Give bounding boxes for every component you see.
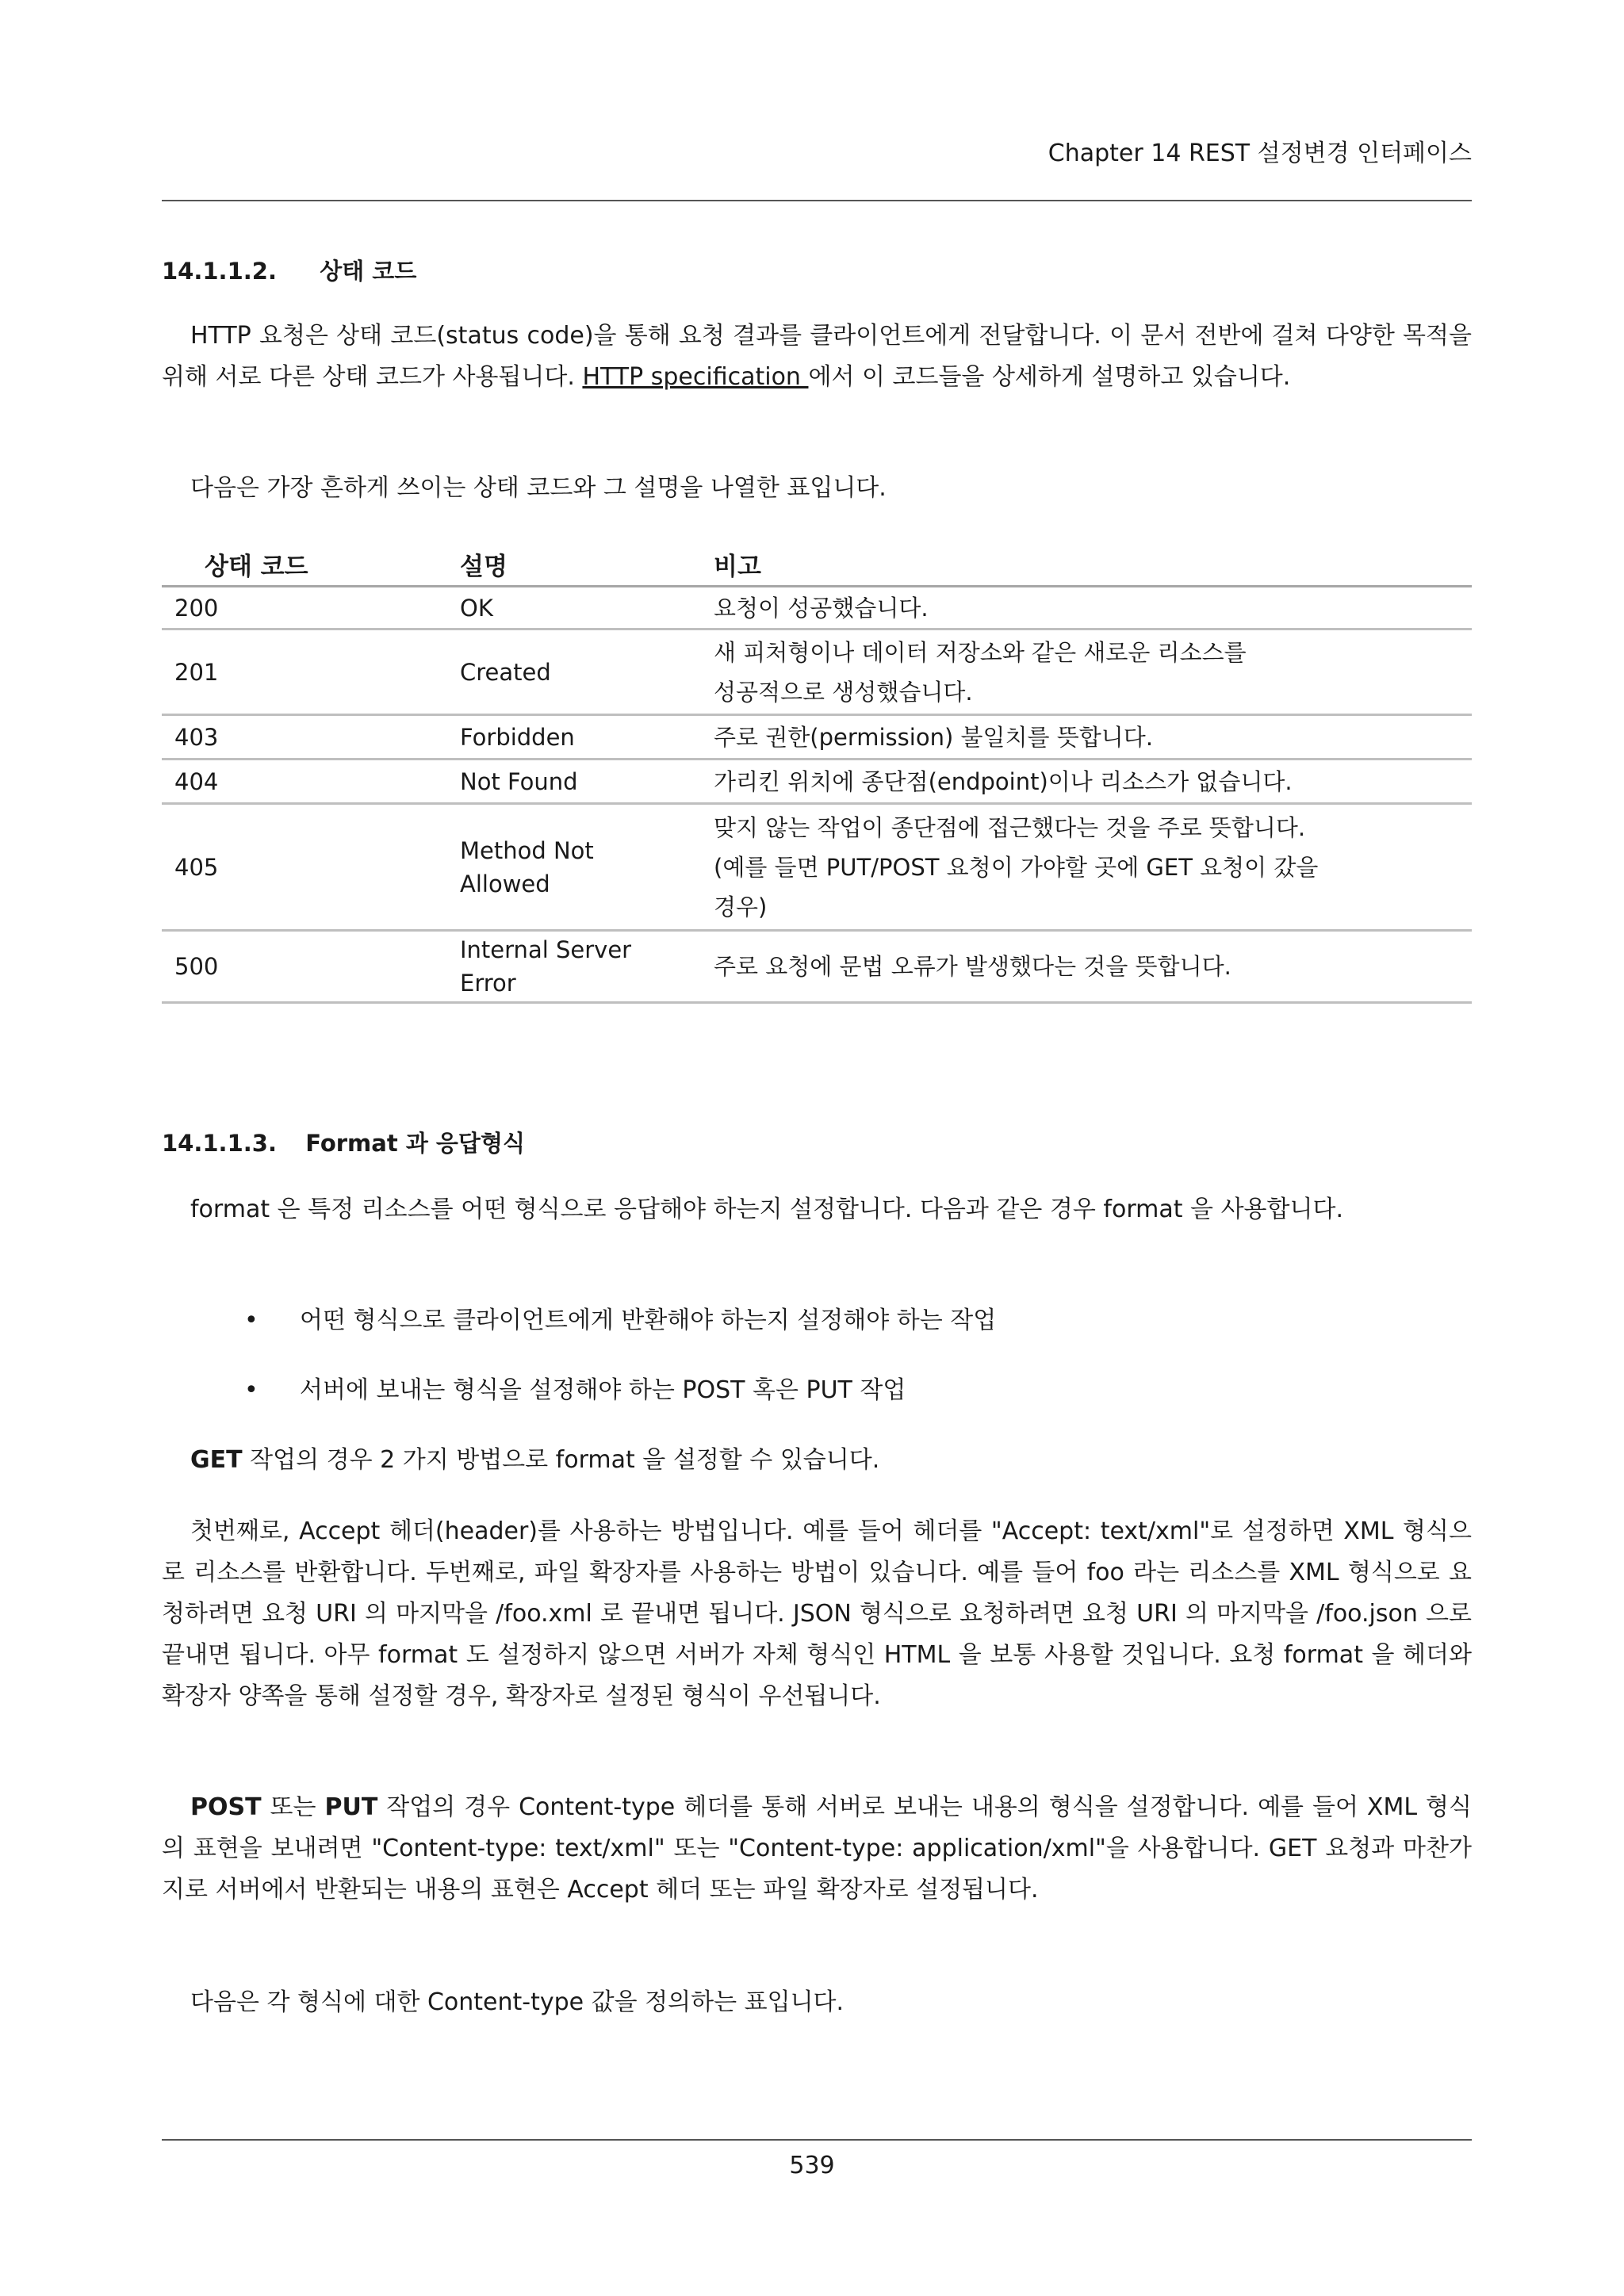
column-header-description: 설명 [460, 542, 714, 587]
status-code-cell: 201 [162, 629, 460, 715]
status-note-cell: 맞지 않는 작업이 종단점에 접근했다는 것을 주로 뜻합니다. (예를 들면 PUT/POST 요청이 가야할 곳에 GET 요청이 갔을 경우) [714, 804, 1472, 931]
status-table-intro-text: 다음은 가장 흔하게 쓰이는 상태 코드와 그 설명을 나열한 표입니다. [190, 474, 887, 502]
list-item-text: 서버에 보내는 형식을 설정해야 하는 POST 혹은 PUT 작업 [300, 1376, 906, 1404]
table-row [162, 760, 1472, 804]
content-type-text: 작업의 경우 Content-type 헤더를 통해 서버로 보내는 내용의 형식을 설정합니다. 예를 들어 XML 형식의 표현을 보내려면 "Content-type: text/xml" 또는 "Content-type: application/xml"을 사용합니다. GET 요청과 마찬가지로 서버에서 반환되는 내용의 표현은 Accept 헤더 또는 파일 확장자로 설정됩니다. [162, 1793, 1472, 1904]
status-desc-cell: Not Found [460, 760, 714, 804]
format-intro-paragraph [162, 1189, 1472, 1230]
accept-header-paragraph [162, 1511, 1472, 1717]
status-note-cell: 요청이 성공했습니다. [714, 587, 1472, 629]
section-title-format: Format [305, 1130, 398, 1157]
get-keyword: GET [190, 1446, 243, 1474]
status-code-cell: 403 [162, 715, 460, 760]
status-desc-cell: OK [460, 587, 714, 629]
status-code-cell: 404 [162, 760, 460, 804]
table-row [162, 804, 1472, 931]
section-number: 14.1.1.2. [162, 258, 277, 285]
table-row [162, 715, 1472, 760]
status-desc-cell: Forbidden [460, 715, 714, 760]
table-row [162, 629, 1472, 715]
status-desc-cell: Created [460, 629, 714, 715]
section-heading-format [162, 1126, 525, 1158]
status-code-cell: 405 [162, 804, 460, 931]
bullet-icon: • [244, 1307, 259, 1334]
or-text: 또는 [261, 1793, 325, 1821]
header-rule [162, 200, 1472, 201]
get-format-paragraph [162, 1440, 1472, 1481]
get-format-text: 작업의 경우 2 가지 방법으로 format 을 설정할 수 있습니다. [242, 1446, 880, 1474]
content-type-table-intro-text: 다음은 각 형식에 대한 Content-type 값을 정의하는 표입니다. [190, 1988, 845, 2016]
post-keyword: POST [190, 1793, 262, 1821]
list-item [244, 1370, 906, 1405]
status-note-cell: 가리킨 위치에 종단점(endpoint)이나 리소스가 없습니다. [714, 760, 1472, 804]
status-table-intro [162, 468, 1472, 509]
table-row [162, 587, 1472, 629]
table-header-row [162, 542, 1472, 587]
status-note-cell: 주로 요청에 문법 오류가 발생했다는 것을 뜻합니다. [714, 931, 1472, 1003]
section-heading-status-codes [162, 254, 416, 286]
status-desc-cell: Method Not Allowed [460, 804, 714, 931]
section-title: 상태 코드 [320, 258, 417, 285]
column-header-code: 상태 코드 [162, 542, 460, 587]
section-number: 14.1.1.3. [162, 1130, 277, 1157]
content-type-table-intro [162, 1982, 1472, 2023]
status-note-cell: 주로 권한(permission) 불일치를 뜻합니다. [714, 715, 1472, 760]
status-desc-cell: Internal Server Error [460, 931, 714, 1003]
status-intro-text: HTTP 요청은 상태 코드(status code)을 통해 요청 결과를 클라이언트에게 전달합니다. 이 문서 전반에 걸쳐 다양한 목적을 위해 서로 다른 상태 코드가 사용됩니다. [162, 322, 1472, 391]
running-header: Chapter 14 REST 설정변경 인터페이스 [1048, 140, 1472, 167]
column-header-note: 비고 [714, 542, 1472, 587]
footer-rule [162, 2139, 1472, 2141]
status-intro-text-tail: 에서 이 코드들을 상세하게 설명하고 있습니다. [808, 363, 1291, 391]
list-item [244, 1300, 996, 1335]
format-intro-text: format 은 특정 리소스를 어떤 형식으로 응답해야 하는지 설정합니다. 다음과 같은 경우 format 을 사용합니다. [190, 1196, 1344, 1223]
status-code-table [162, 542, 1472, 1004]
table-row [162, 931, 1472, 1003]
accept-header-text: 첫번째로, Accept 헤더(header)를 사용하는 방법입니다. 예를 들어 헤더를 "Accept: text/xml"로 설정하면 XML 형식으로 리소스를 반환합니다. 두번째로, 파일 확장자를 사용하는 방법이 있습니다. 예를 들어 foo 라는 리소스를 XML 형식으로 요청하려면 요청 URI 의 마지막을 /foo.xml 로 끝내면 됩니다. JSON 형식으로 요청하려면 요청 URI 의 마지막을 /foo.json 으로 끝내면 됩니다. 아무 format 도 설정하지 않으면 서버가 자체 형식인 HTML 을 보통 사용할 것입니다. 요청 format 을 헤더와 확장자 양쪽을 통해 설정할 경우, 확장자로 설정된 형식이 우선됩니다. [162, 1517, 1472, 1710]
content-type-paragraph [162, 1787, 1472, 1911]
status-code-cell: 500 [162, 931, 460, 1003]
status-intro-paragraph [162, 316, 1472, 398]
list-item-text: 어떤 형식으로 클라이언트에게 반환해야 하는지 설정해야 하는 작업 [300, 1307, 997, 1334]
status-note-cell: 새 피처형이나 데이터 저장소와 같은 새로운 리소스를 성공적으로 생성했습니다. [714, 629, 1472, 715]
page-number: 539 [789, 2152, 835, 2179]
http-specification-link[interactable]: HTTP specification [582, 363, 809, 391]
bullet-icon: • [244, 1376, 259, 1404]
status-code-cell: 200 [162, 587, 460, 629]
section-title-rest: 과 응답형식 [405, 1130, 525, 1157]
put-keyword: PUT [324, 1793, 378, 1821]
